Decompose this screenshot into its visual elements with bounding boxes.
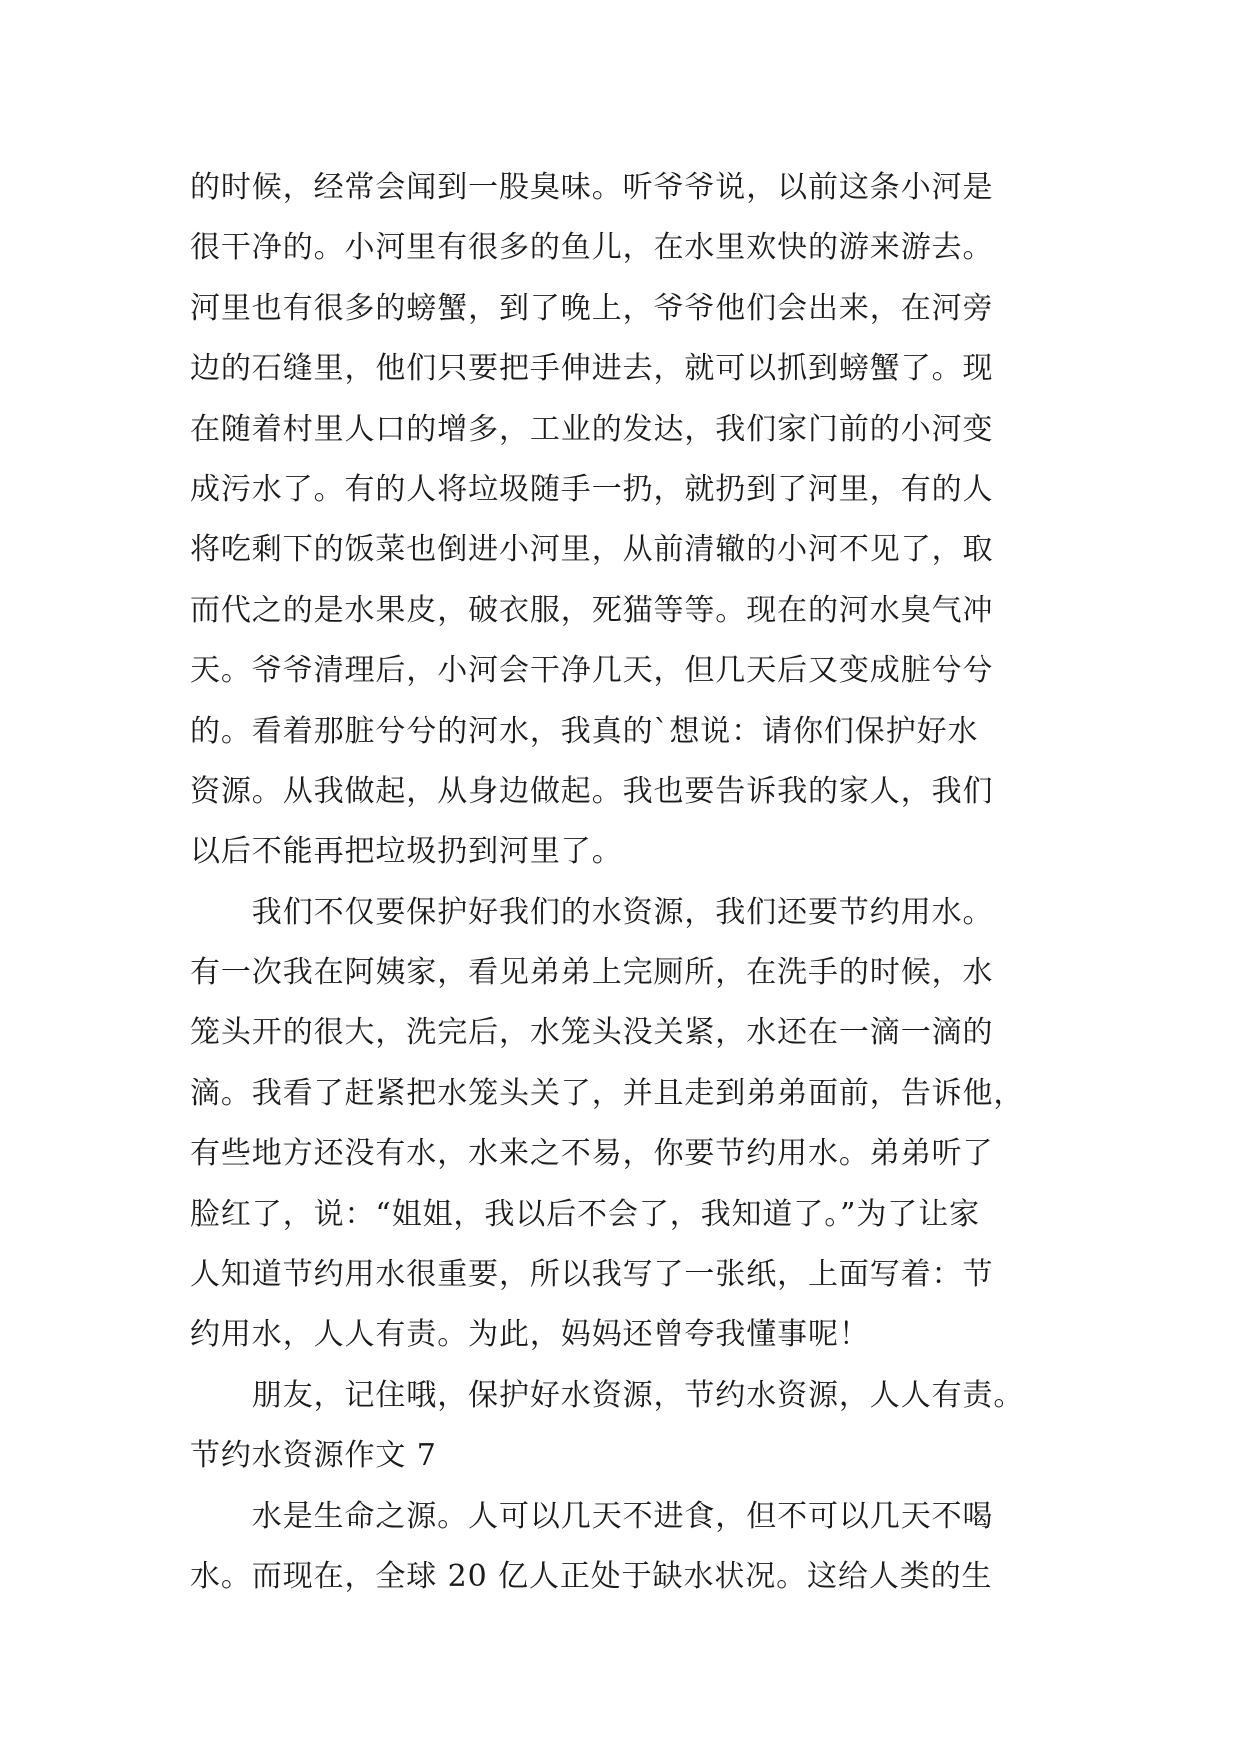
- text-line: 而代之的是水果皮，破衣服，死猫等等。现在的河水臭气冲: [190, 592, 994, 628]
- text-line: 水。而现在，全球 20 亿人正处于缺水状况。这给人类的生: [190, 1558, 993, 1594]
- section-heading: 节约水资源作文 7: [190, 1438, 437, 1474]
- text-line: 我们不仅要保护好我们的水资源，我们还要节约用水。: [190, 894, 994, 930]
- text-line: 的时候，经常会闻到一股臭味。听爷爷说，以前这条小河是: [190, 170, 994, 205]
- document-body: [190, 158, 1060, 1607]
- text-line: 水是生命之源。人可以几天不进食，但不可以几天不喝: [190, 1498, 994, 1534]
- text-line: 河里也有很多的螃蟹，到了晚上，爷爷他们会出来，在河旁: [190, 290, 994, 326]
- text-line: 成污水了。有的人将垃圾随手一扔，就扔到了河里，有的人: [190, 471, 994, 507]
- text-line: 的。看着那脏兮兮的河水，我真的`想说：请你们保护好水: [190, 713, 979, 749]
- text-line: 以后不能再把垃圾扔到河里了。: [190, 834, 623, 870]
- text-line: 脸红了，说：“姐姐，我以后不会了，我知道了。”为了让家: [190, 1196, 980, 1232]
- text-line: 有些地方还没有水，水来之不易，你要节约用水。弟弟听了: [190, 1136, 994, 1172]
- text-line: 滴。我看了赶紧把水笼头关了，并且走到弟弟面前，告诉他，: [190, 1075, 1025, 1111]
- text-line: 约用水，人人有责。为此，妈妈还曾夸我懂事呢！: [190, 1317, 870, 1353]
- text-line: 有一次我在阿姨家，看见弟弟上完厕所，在洗手的时候，水: [190, 955, 994, 991]
- text-line: 人知道节约用水很重要，所以我写了一张纸，上面写着：节: [190, 1257, 994, 1293]
- text-line: 资源。从我做起，从身边做起。我也要告诉我的家人，我们: [190, 773, 994, 809]
- text-line: 朋友，记住哦，保护好水资源，节约水资源，人人有责。: [190, 1377, 1025, 1413]
- text-line: 边的石缝里，他们只要把手伸进去，就可以抓到螃蟹了。现: [190, 351, 994, 387]
- text-line: 将吃剩下的饭菜也倒进小河里，从前清辙的小河不见了，取: [190, 532, 994, 568]
- text-line: 在随着村里人口的增多，工业的发达，我们家门前的小河变: [190, 411, 994, 447]
- text-line: 笼头开的很大，洗完后，水笼头没关紧，水还在一滴一滴的: [190, 1015, 994, 1051]
- text-line: 天。爷爷清理后，小河会干净几天，但几天后又变成脏兮兮: [190, 653, 994, 689]
- text-line: 很干净的。小河里有很多的鱼儿，在水里欢快的游来游去。: [190, 230, 994, 266]
